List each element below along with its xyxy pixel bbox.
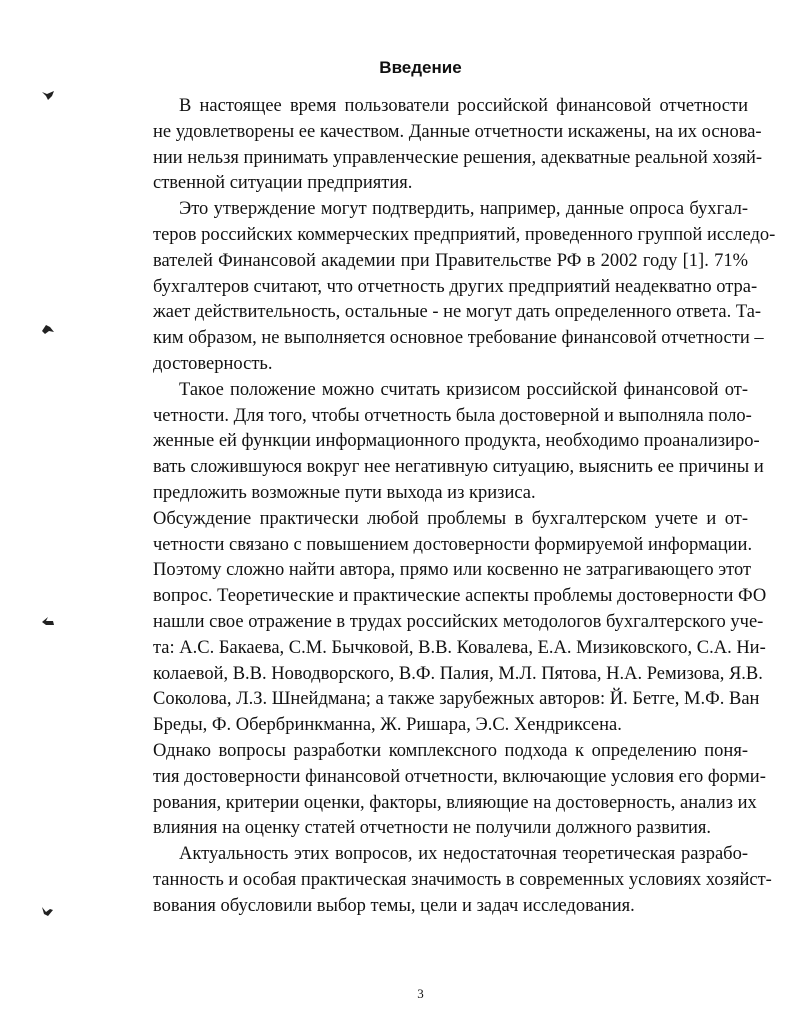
text-line: жает действительность, остальные - не могут дать определенного ответа. Та- (153, 302, 762, 323)
text-line: Обсуждение практически любой проблемы в бухгалтерском учете и от- (153, 508, 748, 529)
text-line: влияния на оценку статей отчетности не получили должного развития. (153, 818, 712, 839)
text-line: танность и особая практическая значимость в современных условиях хозяйст- (153, 869, 772, 890)
text-line: В настоящее время пользователи российской финансовой отчетности (179, 96, 748, 116)
text-line: бухгалтеров считают, что отчетность других предприятий неадекватно отра- (153, 276, 758, 297)
text-line: достоверность. (153, 353, 273, 374)
binding-hole-mark-icon (40, 88, 56, 100)
text-line: нашли свое отражение в трудах российских методологов бухгалтерского уче- (153, 611, 764, 632)
text-line: ственной ситуации предприятия. (153, 173, 413, 194)
text-line: Такое положение можно считать кризисом российской финансовой от- (179, 379, 748, 400)
binding-hole-mark-icon (40, 322, 56, 334)
paragraph (153, 197, 776, 378)
text-line: Однако вопросы разработки комплексного подхода к определению поня- (153, 740, 748, 761)
text-line: нии нельзя принимать управленческие решения, адекватные реальной хозяй- (153, 147, 763, 168)
text-line: Поэтому сложно найти автора, прямо или косвенно не затрагивающего этот (153, 560, 752, 581)
text-line: вования обусловили выбор темы, цели и задач исследования. (153, 895, 635, 916)
text-line: колаевой, В.В. Новодворского, В.Ф. Палия, М.Л. Пятова, Н.А. Ремизова, Я.В. (153, 663, 763, 684)
text-line: четности связано с повышением достоверности формируемой информации. (153, 534, 753, 555)
paragraph (153, 842, 772, 919)
text-line: вателей Финансовой академии при Правительстве РФ в 2002 году [1]. 71% (153, 250, 748, 271)
binding-hole-mark-icon (40, 614, 56, 626)
text-line: ким образом, не выполняется основное требование финансовой отчетности – (153, 328, 764, 349)
text-line: тия достоверности финансовой отчетности, включающие условия его форми- (153, 766, 766, 787)
binding-hole-mark-icon (40, 904, 56, 916)
text-line: та: А.С. Бакаева, С.М. Бычковой, В.В. Ковалева, Е.А. Мизиковского, С.А. Ни- (153, 637, 766, 658)
paragraph (153, 739, 766, 842)
page-number: 3 (417, 986, 424, 1001)
text-line: четности. Для того, чтобы отчетность была достоверной и выполняла поло- (153, 405, 752, 426)
text-line: предложить возможные пути выхода из кризиса. (153, 482, 536, 503)
document-body (153, 94, 776, 920)
paragraph (153, 94, 763, 197)
text-line: Бреды, Ф. Обербринкманна, Ж. Ришара, Э.С. Хендриксена. (153, 715, 622, 736)
text-line: вопрос. Теоретические и практические аспекты проблемы достоверности ФО (153, 586, 767, 607)
text-line: Актуальность этих вопросов, их недостаточная теоретическая разрабо- (179, 844, 748, 865)
text-line: Соколова, Л.З. Шнейдмана; а также зарубежных авторов: Й. Бетге, М.Ф. Ван (153, 689, 760, 710)
text-line: теров российских коммерческих предприятий, проведенного группой исследо- (153, 224, 776, 245)
text-line: не удовлетворены ее качеством. Данные отчетности искажены, на их основа- (153, 121, 762, 142)
paragraph (153, 378, 764, 507)
text-line: рования, критерии оценки, факторы, влияющие на достоверность, анализ их (153, 792, 757, 813)
text-line: женные ей функции информационного продукта, необходимо проанализиро- (153, 431, 760, 452)
paragraph (153, 507, 767, 739)
text-line: Это утверждение могут подтвердить, например, данные опроса бухгал- (179, 199, 748, 220)
section-title: Введение (379, 58, 462, 77)
text-line: вать сложившуюся вокруг нее негативную ситуацию, выяснить ее причины и (153, 457, 764, 478)
